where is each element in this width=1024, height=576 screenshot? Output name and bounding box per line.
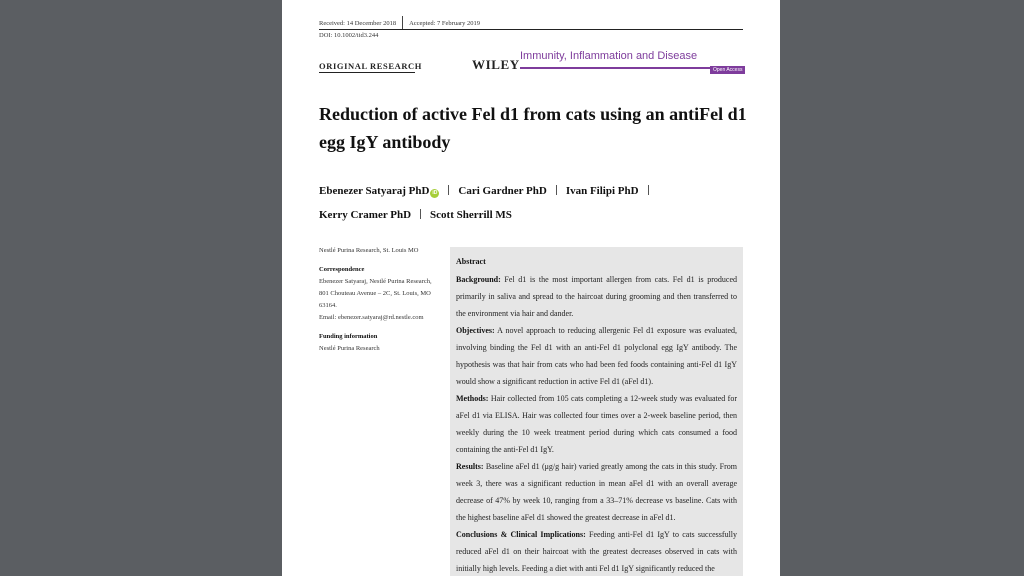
abstract-box	[450, 247, 743, 576]
abstract-methods	[456, 390, 737, 458]
header-rule	[319, 29, 743, 30]
correspondence-email[interactable]: Email: ebenezer.satyaraj@rd.nestle.com	[319, 314, 424, 321]
abstract-text: Fel d1 is the most important allergen from cats. Fel d1 is produced primarily in saliva and spread to the haircoat during grooming and then transferred to the environment via hair and dander.	[456, 275, 737, 318]
correspondence-address: 801 Chouteau Avenue – 2C, St. Louis, MO 63164.	[319, 290, 431, 309]
author-divider	[648, 185, 649, 195]
funding-heading: Funding information	[319, 333, 378, 340]
abstract-label: Results:	[456, 462, 484, 471]
abstract-text: A novel approach to reducing allergenic Fel d1 exposure was evaluated, involving binding the Fel d1 with an anti-Fel d1 polyclonal egg IgY antibody. The hypothesis was that hair from cats who had been fed foods containing anti-Fel d1 IgY would show a significant reduction in active Fel d1 (aFel d1).	[456, 326, 737, 386]
abstract-label: Conclusions & Clinical Implications:	[456, 530, 586, 539]
author-divider	[420, 209, 421, 219]
abstract-heading: Abstract	[456, 257, 486, 266]
affiliation: Nestlé Purina Research, St. Louis MO	[319, 247, 419, 254]
section-underline	[319, 72, 415, 73]
publisher-logo: WILEY	[472, 57, 520, 72]
author-list	[319, 179, 749, 227]
author-divider	[556, 185, 557, 195]
article-dates	[319, 17, 743, 29]
section-label: ORIGINAL RESEARCH	[319, 61, 423, 71]
article-title: Reduction of active Fel d1 from cats using an antiFel d1 egg IgY antibody	[319, 104, 747, 152]
article-sidebar	[319, 245, 444, 355]
accepted-date: Accepted: 7 February 2019	[409, 19, 481, 27]
author-name: Ebenezer Satyaraj PhD	[319, 185, 430, 197]
author: Kerry Cramer PhD	[319, 209, 412, 221]
abstract-text: Baseline aFel d1 (μg/g hair) varied greatly among the cats in this study. From week 3, there was a significant reduction in mean aFel d1 with an overall average decrease of 47% by week 10, ranging from a 33–71% decrease vs baseline. Cats with the highest baseline aFel d1 showed the greatest decrease in aFel d1.	[456, 462, 737, 522]
date-divider	[402, 16, 403, 30]
article-page	[282, 0, 780, 576]
received-date: Received: 14 December 2018	[319, 19, 397, 27]
abstract-background	[456, 271, 737, 322]
abstract-text: Hair collected from 105 cats completing a 12-week study was evaluated for aFel d1 via ELISA. Hair was collected four times over a 2-week baseline period, then weekly during the 10 week treatment period during which cats consumed a food containing the anti-Fel d1 IgY.	[456, 394, 737, 454]
correspondence-name: Ebenezer Satyaraj, Nestlé Purina Research,	[319, 278, 432, 285]
funding-text: Nestlé Purina Research	[319, 345, 380, 352]
abstract-label: Background:	[456, 275, 501, 284]
correspondence-heading: Correspondence	[319, 266, 365, 273]
abstract-label: Objectives:	[456, 326, 495, 335]
abstract-objectives	[456, 322, 737, 390]
author: Scott Sherrill MS	[430, 209, 512, 221]
abstract-conclusions	[456, 526, 737, 576]
author	[319, 179, 439, 203]
abstract-label: Methods:	[456, 394, 489, 403]
abstract-results	[456, 458, 737, 526]
orcid-icon[interactable]: iD	[432, 190, 438, 196]
author: Ivan Filipi PhD	[565, 185, 639, 197]
journal-name: Immunity, Inflammation and Disease	[520, 50, 698, 62]
open-access-badge: Open Access	[710, 66, 745, 74]
doi[interactable]: DOI: 10.1002/iid3.244	[319, 32, 379, 39]
abstract-text: Feeding anti-Fel d1 IgY to cats successfully reduced aFel d1 on their haircoat with the greatest decreases observed in cats with initially high levels. Feeding a diet with anti Fel d1 IgY significantly reduced the	[456, 530, 738, 573]
author: Cari Gardner PhD	[458, 185, 547, 197]
author-divider	[448, 185, 449, 195]
